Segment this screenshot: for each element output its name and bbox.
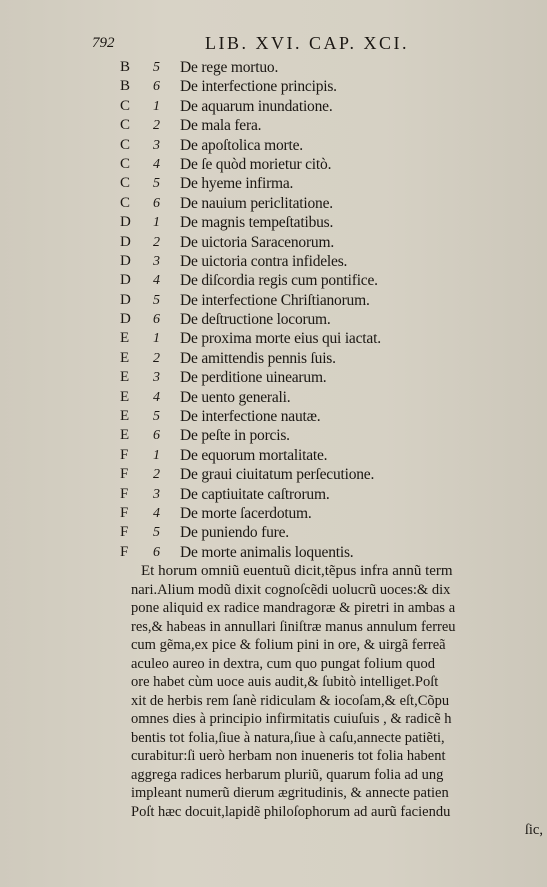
entry-letter: E (120, 427, 130, 444)
entry-letter: E (120, 408, 130, 425)
entry-number: 5 (153, 176, 160, 192)
entry-text: De perditione uinearum. (180, 369, 327, 387)
entry-letter: F (120, 543, 129, 560)
entry-text: De uictoria contra infideles. (180, 252, 348, 270)
entry-letter: F (120, 504, 129, 521)
entry-number: 6 (153, 544, 160, 560)
entry-number: 3 (153, 137, 160, 153)
entry-number: 3 (153, 370, 160, 386)
entry-number: 6 (153, 195, 160, 211)
entry-number: 6 (153, 312, 160, 328)
body-paragraph (131, 562, 547, 840)
entry-letter: D (120, 291, 131, 308)
text-line: bentis tot folia,ſiue à natura,ſiue à caſu,annecte patiẽti, (131, 729, 445, 746)
page-number: 792 (92, 35, 115, 51)
text-line: Poſt hæc docuit,lapidẽ philoſophorum ad aurũ faciendu (131, 803, 451, 820)
entry-number: 1 (153, 215, 160, 231)
page-header (0, 33, 547, 55)
text-line: xit de herbis rem ſanè ridiculam & iocoſam,& eſt,Cõpu (131, 692, 450, 709)
entry-text: De puniendo fure. (180, 524, 289, 542)
entry-text: De uento generali. (180, 388, 291, 406)
entry-letter: D (120, 214, 131, 231)
entry-number: 2 (153, 118, 160, 134)
entry-letter: E (120, 349, 130, 366)
entry-text: De ſe quòd morietur citò. (180, 155, 332, 173)
entry-letter: C (120, 155, 131, 172)
entry-letter: B (120, 59, 131, 75)
entry-number: 5 (153, 292, 160, 308)
entry-text: De apoſtolica morte. (180, 136, 303, 154)
entry-text: De equorum mortalitate. (180, 446, 328, 464)
entry-text: De rege mortuo. (180, 59, 279, 76)
entry-number: 5 (153, 409, 160, 425)
entry-text: De amittendis pennis ſuis. (180, 349, 336, 367)
entry-text: De hyeme infirma. (180, 175, 294, 193)
entry-number: 4 (153, 505, 160, 521)
entry-letter: D (120, 252, 131, 269)
entry-text: De peſte in porcis. (180, 427, 290, 445)
entry-letter: E (120, 369, 130, 386)
text-line: aculeo aureo in dextra, cum quo pungat folium quod (131, 655, 436, 672)
entry-text: De morte animalis loquentis. (180, 543, 354, 561)
text-line: nari.Alium modũ dixit cognoſcẽdi uolucrũ uoces:& dix (131, 581, 451, 598)
entry-letter: C (120, 136, 131, 153)
text-line: cum gẽma,ex pice & folium pini in ore, & uirgã ferreã (131, 637, 446, 653)
text-line: res,& habeas in annullari ſiniſtræ manus annulum ferreu (131, 618, 456, 635)
text-line: curabitur:ſi uerò herbam non inueneris tot folia habent (131, 748, 446, 764)
running-title: LIB. XVI. CAP. XCI. (205, 33, 410, 53)
entry-text: De interfectione principis. (180, 78, 337, 96)
entry-number: 3 (153, 253, 160, 269)
entry-number: 5 (153, 60, 160, 75)
text-line: aggrega radices herbarum pluriũ, quarum folia ad ung (131, 766, 444, 783)
text-line: Et horum omniũ euentuũ dicit,tẽpus infra annũ term (141, 563, 453, 579)
entry-number: 4 (153, 156, 160, 172)
entry-number: 2 (153, 234, 160, 250)
catchword: ſic, (524, 822, 543, 838)
entry-text: De nauium periclitatione. (180, 194, 333, 212)
entry-number: 2 (153, 467, 160, 483)
text-line: omnes dies à principio infirmitatis cuiuſuis , & radicẽ h (131, 711, 452, 727)
entry-letter: F (120, 446, 129, 463)
entry-text: De deſtructione locorum. (180, 311, 331, 329)
entry-letter: F (120, 524, 129, 541)
entry-text: De uictoria Saracenorum. (180, 233, 335, 251)
text-line: impleant numerũ dierum ægritudinis, & annecte patien (131, 785, 449, 801)
entry-number: 4 (153, 389, 160, 405)
entry-text: De proxima morte eius qui iactat. (180, 330, 381, 348)
text-line: ore habet cùm uoce auis audit,& ſubitò intelliget.Poſt (131, 674, 439, 690)
entry-letter: E (120, 388, 130, 405)
entry-letter: C (120, 194, 131, 211)
entry-text: De mala fera. (180, 117, 262, 135)
entry-letter: C (120, 117, 131, 134)
entry-number: 4 (153, 273, 160, 289)
text-line: pone aliquid ex radice mandragoræ & piretri in ambas a (131, 600, 456, 616)
entry-letter: C (120, 175, 131, 192)
entry-text: De diſcordia regis cum pontifice. (180, 272, 378, 290)
entry-text: De magnis tempeſtatibus. (180, 214, 334, 232)
entry-number: 5 (153, 525, 160, 541)
entry-letter: D (120, 272, 131, 289)
entry-text: De interfectione Chriſtianorum. (180, 291, 370, 309)
entry-text: De captiuitate caſtrorum. (180, 485, 330, 503)
entry-number: 6 (153, 428, 160, 444)
entry-text: De aquarum inundatione. (180, 97, 333, 115)
entry-letter: F (120, 485, 129, 502)
entry-letter: C (120, 97, 131, 114)
entry-text: De morte ſacerdotum. (180, 504, 312, 522)
entry-letter: D (120, 233, 131, 250)
entry-letter: D (120, 311, 131, 328)
entry-number: 2 (153, 350, 160, 366)
entry-letter: F (120, 466, 129, 483)
entry-text: De interfectione nautæ. (180, 408, 321, 426)
entry-number: 1 (153, 98, 160, 114)
entry-number: 1 (153, 447, 160, 463)
entry-letter: E (120, 330, 130, 347)
entry-number: 6 (153, 79, 160, 95)
entry-letter: B (120, 78, 131, 95)
entry-text: De graui ciuitatum perſecutione. (180, 466, 375, 484)
entry-number: 3 (153, 486, 160, 502)
entry-number: 1 (153, 331, 160, 347)
